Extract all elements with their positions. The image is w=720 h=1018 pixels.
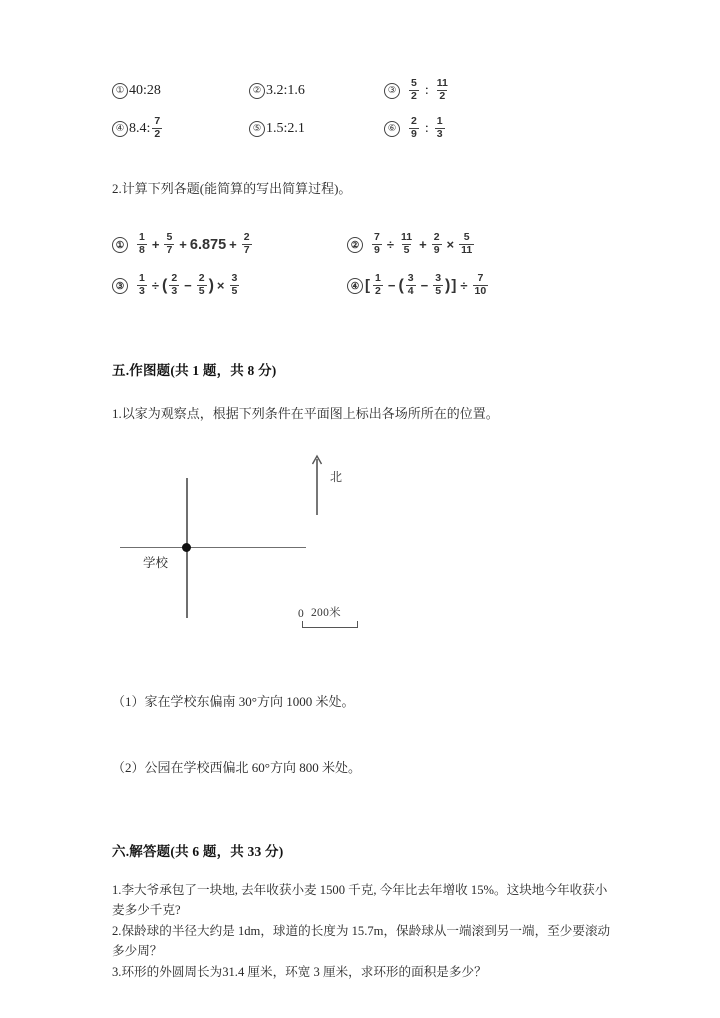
calc-item-2	[347, 233, 476, 258]
fraction	[137, 232, 147, 257]
calc-row	[112, 225, 612, 266]
fraction-numerator: 11	[400, 231, 413, 243]
fraction-denominator: 2	[154, 127, 161, 140]
fraction	[432, 232, 442, 257]
fraction-denominator: 3	[171, 284, 178, 297]
fraction-numerator: 1	[139, 231, 145, 243]
scale-value-label: 200米	[311, 606, 341, 619]
fraction	[459, 232, 474, 257]
fraction-numerator: 5	[166, 231, 173, 243]
fraction-denominator: 9	[433, 243, 440, 256]
fraction-numerator: 7	[374, 231, 380, 243]
ratio-item-6	[384, 114, 544, 142]
ratio-item-2	[249, 83, 384, 99]
math-bracket: (	[161, 277, 168, 295]
fraction-numerator: 11	[436, 76, 448, 89]
math-operator: ×	[216, 278, 225, 294]
ratio-colon: :	[424, 121, 429, 136]
school-label: 学校	[143, 555, 169, 570]
fraction	[435, 78, 450, 103]
fraction	[473, 273, 489, 298]
math-bracket: (	[398, 277, 404, 295]
fraction	[169, 273, 179, 298]
ratio-value: 40:28	[129, 83, 161, 98]
section-five-subquestion-1: （1）家在学校东偏南 30°方向 1000 米处。	[112, 693, 355, 709]
calc-item-4	[347, 274, 490, 299]
math-operator: ÷	[151, 278, 159, 294]
fraction	[137, 273, 147, 298]
fraction	[164, 232, 174, 257]
ratio-item-5	[249, 121, 384, 137]
calc-section-heading: 2.计算下列各题(能简算的写出简算过程)。	[112, 181, 352, 196]
fraction-denominator: 7	[243, 243, 250, 256]
ratio-exercise-block	[112, 72, 612, 148]
fraction	[406, 273, 416, 298]
fraction-denominator: 3	[436, 127, 443, 140]
item-marker: ④	[112, 121, 128, 137]
ratio-item-1	[112, 83, 249, 99]
ratio-row	[112, 110, 612, 148]
fraction	[372, 232, 382, 257]
item-marker: ①	[112, 237, 128, 253]
expression-4	[364, 274, 490, 299]
fraction-numerator: 5	[411, 76, 417, 89]
fraction-numerator: 2	[411, 114, 417, 127]
fraction-numerator: 1	[139, 272, 145, 284]
item-marker: ②	[347, 237, 363, 253]
fraction	[152, 116, 162, 141]
fraction-numerator: 1	[436, 114, 443, 127]
fraction-numerator: 2	[243, 231, 250, 243]
math-operator: −	[184, 278, 192, 294]
scale-tick-right	[357, 621, 358, 628]
item-marker: ④	[347, 278, 363, 294]
fraction-numerator: 7	[477, 272, 484, 284]
math-bracket: ]	[451, 277, 457, 295]
item-marker: ③	[112, 278, 128, 294]
item-marker: ③	[384, 83, 400, 99]
expression-3	[135, 274, 241, 299]
fraction-denominator: 5	[231, 284, 238, 297]
location-plan-figure	[112, 450, 612, 655]
math-bracket: [	[365, 277, 370, 295]
ratio-value: 1.5:2.1	[266, 121, 305, 136]
ratio-value: 8.4:	[129, 121, 151, 136]
item-marker: ⑤	[249, 121, 265, 137]
fraction	[435, 116, 445, 141]
fraction-numerator: 3	[435, 272, 442, 284]
math-bracket: )	[445, 277, 451, 295]
math-operator: +	[179, 237, 187, 253]
horizontal-axis-line	[120, 547, 306, 549]
school-point-marker	[182, 543, 191, 552]
scale-bar-line	[302, 627, 358, 628]
fraction-numerator: 2	[171, 272, 178, 284]
section-five-question: 1.以家为观察点，根据下列条件在平面图上标出各场所所在的位置。	[112, 405, 499, 421]
scale-labels	[298, 605, 418, 620]
expression-1	[135, 233, 254, 258]
math-operator: −	[387, 278, 396, 294]
page-content	[112, 0, 612, 982]
ratio-row	[112, 72, 612, 110]
fraction-denominator: 2	[375, 284, 381, 297]
math-operator: ×	[446, 237, 455, 253]
scale-bar-group	[298, 605, 418, 629]
north-arrow-icon	[310, 453, 324, 515]
math-operator: ÷	[460, 278, 468, 294]
expression-2	[370, 233, 476, 258]
fraction	[242, 232, 252, 257]
ratio-value: 3.2:1.6	[266, 83, 305, 98]
calc-item-1	[112, 233, 347, 258]
fraction-denominator: 10	[474, 284, 487, 297]
fraction-numerator: 5	[463, 231, 470, 243]
math-bracket: )	[208, 277, 214, 295]
section-six-heading: 六.解答题(共 6 题，共 33 分)	[112, 844, 284, 859]
item-marker: ②	[249, 83, 265, 99]
fraction-denominator: 5	[403, 243, 410, 256]
fraction	[433, 273, 443, 298]
ratio-item-3	[384, 76, 544, 104]
fraction-denominator: 5	[198, 284, 205, 297]
fraction-denominator: 11	[461, 243, 473, 256]
section-six-question-1: 1.李大爷承包了一块地, 去年收获小麦 1500 千克, 今年比去年增收 15%。这块地今年收获小麦多少千克?	[112, 883, 608, 918]
ratio-colon: :	[424, 83, 429, 98]
scale-bar-graphic	[302, 621, 358, 629]
fraction-denominator: 2	[439, 89, 446, 102]
scale-zero-label: 0	[298, 607, 304, 620]
fraction	[230, 273, 240, 298]
math-operator: −	[420, 278, 429, 294]
fraction-denominator: 2	[411, 89, 417, 102]
fraction-numerator: 7	[154, 114, 161, 127]
item-marker: ①	[112, 83, 128, 99]
calc-item-3	[112, 274, 347, 299]
fraction-numerator: 1	[375, 272, 381, 284]
section-five-subquestion-2: （2）公园在学校西偏北 60°方向 800 米处。	[112, 760, 361, 776]
fraction-denominator: 9	[374, 243, 380, 256]
item-marker: ⑥	[384, 121, 400, 137]
section-six-question-3: 3.环形的外圆周长为31.4 厘米，环宽 3 厘米，求环形的面积是多少？	[112, 964, 487, 979]
math-operator: +	[419, 237, 427, 253]
fraction-numerator: 3	[231, 272, 238, 284]
fraction-denominator: 5	[435, 284, 442, 297]
calc-items-block	[112, 225, 612, 307]
fraction	[373, 273, 383, 298]
math-operator: +	[229, 237, 237, 253]
fraction-denominator: 4	[407, 284, 414, 297]
fraction	[409, 116, 419, 141]
fraction-numerator: 2	[198, 272, 205, 284]
calc-row	[112, 266, 612, 307]
fraction-denominator: 3	[139, 284, 145, 297]
north-label: 北	[330, 469, 343, 484]
section-six-question-2: 2.保龄球的半径大约是 1dm，球道的长度为 15.7m，保龄球从一端滚到另一端，至少要滚动多少周？	[112, 923, 611, 959]
ratio-item-4	[112, 114, 249, 142]
math-number: 6.875	[189, 237, 227, 254]
fraction-numerator: 3	[407, 272, 414, 284]
fraction-denominator: 7	[166, 243, 173, 256]
math-operator: ÷	[386, 237, 394, 253]
fraction	[197, 273, 207, 298]
fraction-numerator: 2	[433, 231, 440, 243]
fraction-denominator: 8	[139, 243, 145, 256]
section-five-heading: 五.作图题(共 1 题，共 8 分)	[112, 362, 277, 378]
fraction	[399, 232, 414, 257]
math-operator: +	[151, 237, 160, 253]
fraction	[409, 78, 419, 103]
fraction-denominator: 9	[411, 127, 417, 140]
